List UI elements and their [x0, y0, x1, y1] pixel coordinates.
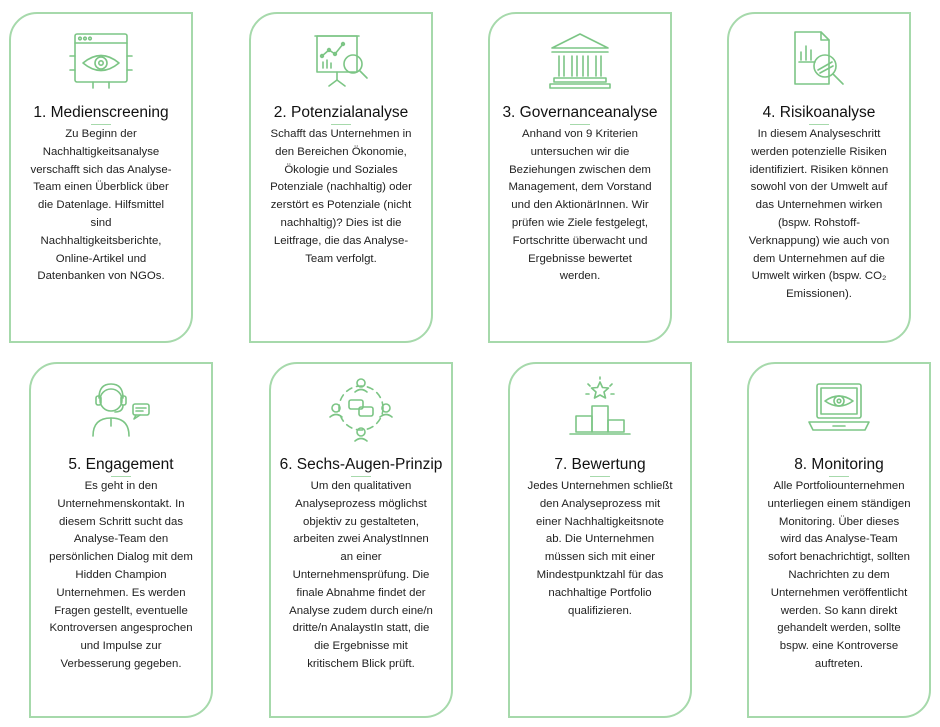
- card-risikoanalyse: [727, 12, 911, 343]
- bank-building-icon: [546, 26, 614, 94]
- card-title: 7. Bewertung: [554, 456, 646, 473]
- card-title: 4. Risikoanalyse: [762, 104, 876, 121]
- card-title: 8. Monitoring: [794, 456, 884, 473]
- card-medienscreening: [9, 12, 193, 343]
- title-divider: [829, 476, 849, 477]
- title-divider: [351, 476, 371, 477]
- card-sechs-augen-prinzip: [269, 362, 453, 718]
- document-chart-magnifier-icon: [785, 26, 853, 94]
- title-divider: [91, 124, 111, 125]
- card-title: 1. Medienscreening: [33, 104, 169, 121]
- headset-agent-icon: [87, 374, 155, 442]
- card-title: 2. Potenzialanalyse: [273, 104, 409, 121]
- card-title: 3. Governanceanalyse: [502, 104, 658, 121]
- card-title: 5. Engagement: [68, 456, 174, 473]
- card-governanceanalyse: [488, 12, 672, 343]
- title-divider: [111, 476, 131, 477]
- people-dialog-cycle-icon: [327, 374, 395, 442]
- card-bewertung: [508, 362, 692, 718]
- laptop-eye-icon: [805, 374, 873, 442]
- card-description: Schafft das Unternehmen in den Bereichen Ökonomie, Ökologie und Soziales Potenziale (nachhaltig) oder zerstört es Potenziale (nicht nachhaltig)? Dies ist die Leitfrage, die das Analyse- Team verfolgt.: [270, 128, 412, 265]
- card-description: In diesem Analyseschritt werden potenzielle Risiken identifiziert. Risiken können sowohl von der Umwelt auf das Unternehmen wirken (bspw. Rohstoff- Verknappung) wie auch von dem Unternehmen auf die Umwelt wirken (bspw. CO₂ Emissionen).: [748, 128, 890, 301]
- title-divider: [590, 476, 610, 477]
- card-description: Anhand von 9 Kriterien untersuchen wir die Beziehungen zwischen dem Management, dem Vorstand und den AktionärInnen. Wir prüfen wie Ziele festgelegt, Fortschritte überwacht und Ergebnisse bewertet werden.: [508, 128, 652, 283]
- card-engagement: [29, 362, 213, 718]
- title-divider: [570, 124, 590, 125]
- presentation-chart-magnifier-icon: [307, 26, 375, 94]
- card-description: Es geht in den Unternehmenskontakt. In diesem Schritt sucht das Analyse-Team den persönlichen Dialog mit dem Hidden Champion Unternehmen. Es werden Fragen gestellt, eventuelle Kontroversen angesprochen und Impulse zur Verbesserung gegeben.: [49, 480, 193, 670]
- podium-star-icon: [566, 374, 634, 442]
- title-divider: [809, 124, 829, 125]
- card-description: Um den qualitativen Analyseprozess möglichst objektiv zu gestalteten, arbeiten zwei AnalystInnen an einer Unternehmensprüfung. Die finale Abnahme findet der Analyse zudem durch eine/n dritte/n AnalaystIn statt, die die Ergebnisse mit kritischem Blick prüft.: [289, 480, 433, 670]
- card-title: 6. Sechs-Augen-Prinzip: [279, 456, 443, 473]
- card-description: Zu Beginn der Nachhaltigkeitsanalyse verschafft sich das Analyse- Team einen Überblick über die Datenlage. Hilfsmittel sind Nachhaltigkeitsberichte, Online-Artikel und Datenbanken von NGOs.: [30, 128, 172, 283]
- card-description: Alle Portfoliounternehmen unterliegen einem ständigen Monitoring. Über dieses wird das Analyse-Team sofort benachrichtigt, sollten Nachrichten zu dem Unternehmen veröffentlicht werden. So kann direkt gehandelt werden, sollte bspw. eine Kontroverse auftreten.: [767, 480, 911, 670]
- monitor-eye-icon: [67, 26, 135, 94]
- title-divider: [331, 124, 351, 125]
- card-description: Jedes Unternehmen schließt den Analyseprozess mit einer Nachhaltigkeitsnote ab. Die Unternehmen müssen sich mit einer Mindestpunktzahl für das nachhaltige Portfolio qualifizieren.: [527, 480, 673, 617]
- card-monitoring: [747, 362, 931, 718]
- card-potenzialanalyse: [249, 12, 433, 343]
